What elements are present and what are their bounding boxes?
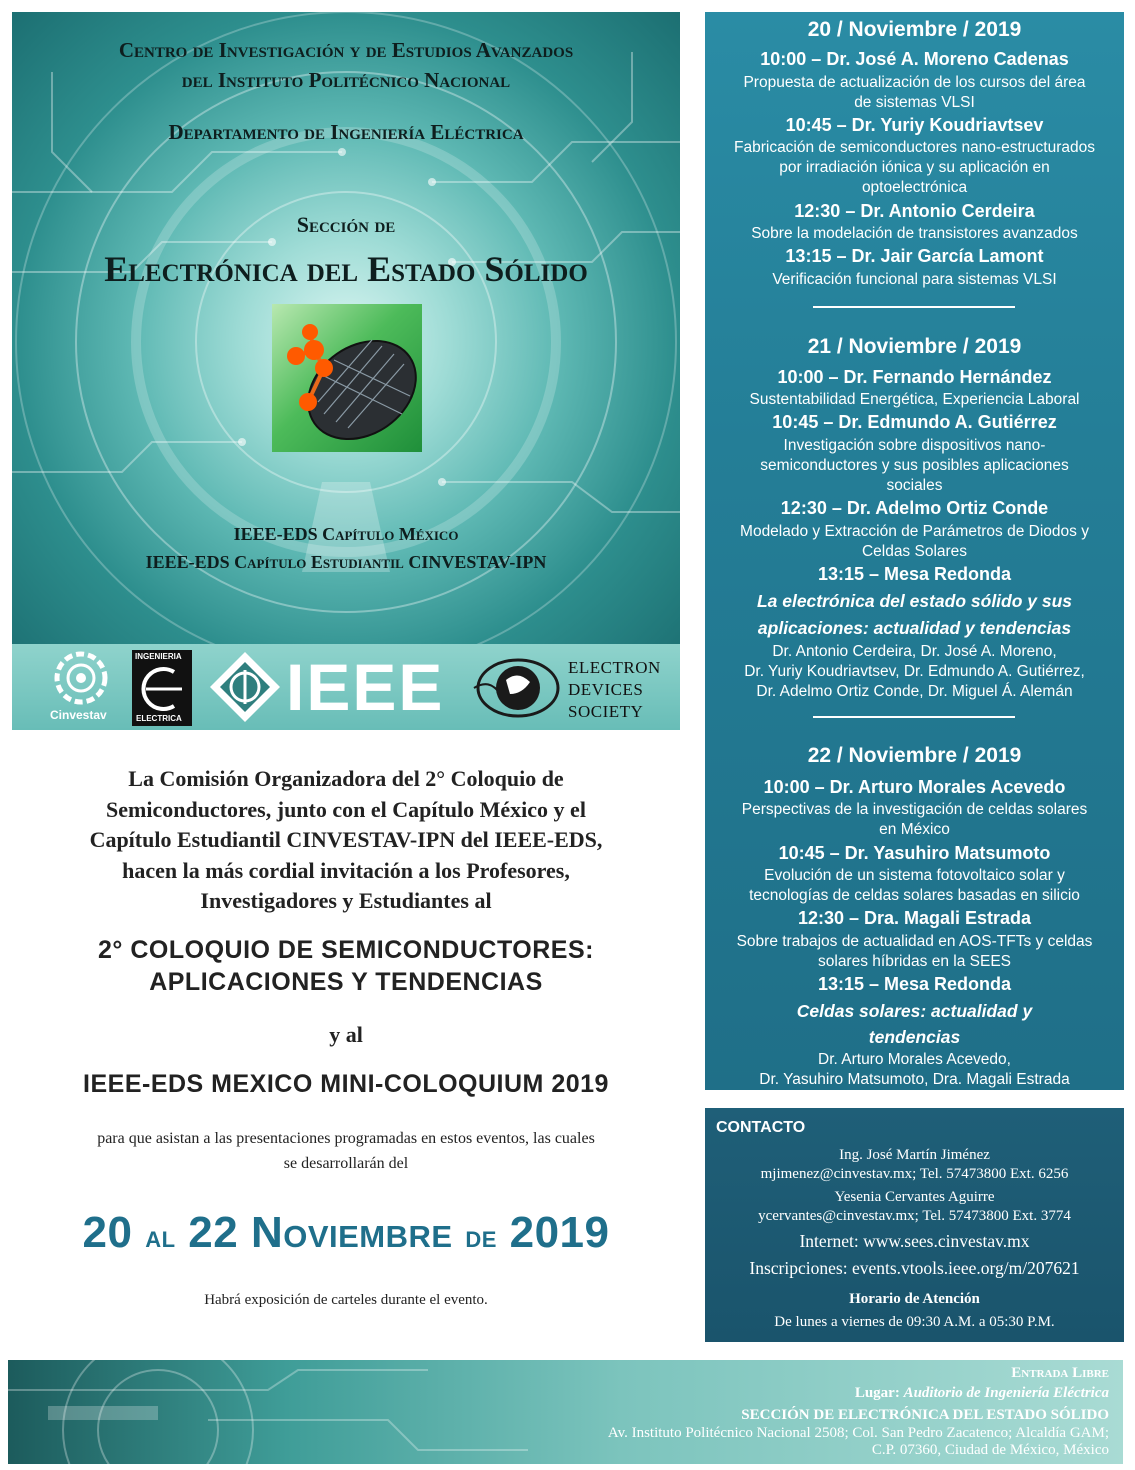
day2-roundtable-title1: La electrónica del estado sólido y sus — [756, 591, 1073, 611]
day3-talk1-desc2: en México — [879, 821, 950, 838]
section-name: Electrónica del Estado Sólido — [104, 249, 588, 289]
footer-entrada: Entrada Libre — [1011, 1365, 1109, 1381]
day3-talk1-desc1: Perspectivas de la investigación de celdas solares — [741, 801, 1088, 818]
divider — [813, 716, 1015, 718]
contact-internet: Internet: www.sees.cinvestav.mx — [799, 1231, 1030, 1251]
day2-talk2-desc1: Investigación sobre dispositivos nano- — [783, 437, 1046, 454]
day3-talk3-title: 12:30 – Dra. Magali Estrada — [797, 908, 1032, 928]
department-name: Departamento de Ingeniería Eléctrica — [168, 120, 524, 144]
day1-talk3-title: 12:30 – Dr. Antonio Cerdeira — [794, 201, 1035, 221]
date-end: 22 — [188, 1208, 239, 1257]
day3-talk2-desc1: Evolución de un sistema fotovoltaico solar y — [764, 867, 1065, 884]
paragraph-line1: para que asistan a las presentaciones programadas en estos eventos, las cuales — [97, 1130, 595, 1147]
day3-talk2-title: 10:45 – Dr. Yasuhiro Matsumoto — [778, 843, 1051, 863]
day2-talk1-title: 10:00 – Dr. Fernando Hernández — [777, 367, 1052, 387]
ieee-diamond-icon — [208, 650, 282, 724]
ingenieria-electrica-logo — [132, 650, 192, 726]
poster-note: Habrá exposición de carteles durante el evento. — [204, 1292, 488, 1308]
event-title-minicoloquium: IEEE-EDS MEXICO MINI-COLOQUIUM 2019 — [83, 1070, 609, 1098]
day3-talk4-title: 13:15 – Mesa Redonda — [817, 974, 1012, 994]
day3-talk3-desc2: solares híbridas en la SEES — [818, 953, 1011, 970]
contact-name1: Ing. José Martín Jiménez — [839, 1147, 990, 1163]
day2-talk3-title: 12:30 – Dr. Adelmo Ortiz Conde — [780, 498, 1049, 518]
day2-talk1-desc1: Sustentabilidad Energética, Experiencia Laboral — [749, 391, 1080, 408]
day3-date: 22 / Noviembre / 2019 — [807, 744, 1022, 767]
footer-address1: Av. Instituto Politécnico Nacional 2508; Col. San Pedro Zacatenco; Alcaldía GAM; — [607, 1425, 1109, 1441]
footer-lugar-label: Lugar: — [854, 1385, 900, 1401]
solar-wafer-logo — [272, 304, 422, 452]
day1-talk4-desc1: Verificación funcional para sistemas VLSI — [772, 271, 1057, 288]
contact-name2: Yesenia Cervantes Aguirre — [834, 1189, 995, 1205]
invitation-line2: Semiconductores, junto con el Capítulo México y el — [106, 796, 586, 822]
date-de: de — [465, 1218, 497, 1254]
day1-talk1-desc2: de sistemas VLSI — [854, 94, 975, 111]
footer-address2: C.P. 07360, Ciudad de México, México — [871, 1442, 1109, 1458]
day1-talk4-title: 13:15 – Dr. Jair García Lamont — [785, 246, 1044, 266]
footer-lugar — [855, 1384, 1109, 1402]
invitation-text — [12, 764, 680, 917]
institution-line1: Centro de Investigación y de Estudios Avanzados — [118, 38, 574, 62]
chapter-line2: IEEE-EDS Capítulo Estudiantil CINVESTAV-IPN — [145, 552, 547, 572]
contact-hours-title: Horario de Atención — [849, 1291, 980, 1307]
event-title-coloquio — [12, 934, 680, 998]
invitation-line1: La Comisión Organizadora del 2° Coloquio de — [128, 766, 564, 791]
eds-line1: ELECTRON — [568, 658, 661, 677]
cinvestav-label: Cinvestav — [50, 708, 107, 722]
program-panel — [705, 12, 1124, 1090]
day1-talk1-title: 10:00 – Dr. José A. Moreno Cadenas — [760, 49, 1069, 69]
date-month: Noviembre — [250, 1208, 453, 1257]
section-prefix: Sección de — [296, 212, 396, 237]
logos-strip — [12, 644, 680, 730]
invitation-line5: Investigadores y Estudiantes al — [200, 888, 492, 913]
ingenieria-bottom-label: ELECTRICA — [136, 714, 182, 723]
invitation-line3: Capítulo Estudiantil CINVESTAV-IPN del IEEE-EDS, — [89, 827, 603, 852]
contact-hours: De lunes a viernes de 09:30 A.M. a 05:30 P.M. — [774, 1314, 1055, 1330]
contact-panel — [705, 1108, 1124, 1342]
day2-talk3-desc2: Celdas Solares — [861, 543, 968, 560]
day3-panelists1: Dr. Arturo Morales Acevedo, — [818, 1051, 1011, 1068]
cinvestav-logo — [46, 650, 116, 724]
date-start: 20 — [82, 1208, 133, 1257]
footer-section: SECCIÓN DE ELECTRÓNICA DEL ESTADO SÓLIDO — [741, 1407, 1109, 1423]
date-al: al — [145, 1218, 176, 1254]
day2-talk2-title: 10:45 – Dr. Edmundo A. Gutiérrez — [772, 412, 1057, 432]
day1-talk2-desc2: por irradiación iónica y su aplicación en — [779, 159, 1050, 176]
eds-line2: DEVICES — [568, 680, 644, 699]
ingenieria-top-label: INGENIERIA — [135, 652, 182, 661]
day3-roundtable-title2: tendencias — [868, 1027, 961, 1047]
day2-roundtable-title2: aplicaciones: actualidad y tendencias — [757, 618, 1072, 638]
globe-icon — [470, 650, 560, 726]
contact-info1: mjimenez@cinvestav.mx; Tel. 57473800 Ext. 6256 — [760, 1166, 1069, 1182]
day1-talk3-desc1: Sobre la modelación de transistores avanzados — [751, 225, 1078, 242]
divider — [813, 306, 1015, 308]
footer-banner — [8, 1360, 1123, 1464]
hero-banner — [12, 12, 680, 644]
day1-talk2-title: 10:45 – Dr. Yuriy Koudriavtsev — [785, 115, 1044, 135]
day3-talk3-desc1: Sobre trabajos de actualidad en AOS-TFTs y celdas — [736, 933, 1093, 950]
day2-date: 21 / Noviembre / 2019 — [807, 335, 1022, 358]
date-year: 2019 — [509, 1208, 610, 1257]
event-title-line1: 2° COLOQUIO DE SEMICONDUCTORES: — [98, 936, 594, 964]
invitation-line4: hacen la más cordial invitación a los Profesores, — [122, 857, 570, 883]
event-title-line2: APLICACIONES Y TENDENCIAS — [149, 968, 543, 996]
institution-line2: del Instituto Politécnico Nacional — [181, 68, 511, 92]
contact-inscripciones: Inscripciones: events.vtools.ieee.org/m/207621 — [749, 1258, 1080, 1278]
ieee-wordmark: IEEE — [286, 650, 445, 724]
contact-title: CONTACTO — [716, 1119, 806, 1136]
day3-panelists2: Dr. Yasuhiro Matsumoto, Dra. Magali Estrada — [759, 1071, 1070, 1088]
day2-panelists2: Dr. Yuriy Koudriavtsev, Dr. Edmundo A. Gutiérrez, — [744, 663, 1085, 680]
connector-text: y al — [329, 1022, 363, 1047]
day1-talk1-desc1: Propuesta de actualización de los cursos del área — [743, 74, 1086, 91]
eds-logo — [470, 650, 670, 726]
paragraph-line2: se desarrollarán del — [283, 1155, 409, 1172]
chapter-line1: IEEE-EDS Capítulo México — [233, 524, 459, 544]
day2-talk3-desc1: Modelado y Extracción de Parámetros de Diodos y — [740, 523, 1089, 540]
day3-talk1-title: 10:00 – Dr. Arturo Morales Acevedo — [763, 777, 1066, 797]
day2-panelists3: Dr. Adelmo Ortiz Conde, Dr. Miguel Á. Alemán — [756, 683, 1073, 700]
day1-talk2-desc1: Fabricación de semiconductores nano-estructurados — [734, 139, 1095, 156]
day2-panelists1: Dr. Antonio Cerdeira, Dr. José A. Moreno, — [772, 643, 1057, 660]
contact-info2: ycervantes@cinvestav.mx; Tel. 57473800 Ext. 3774 — [758, 1208, 1071, 1224]
day2-talk2-desc2: semiconductores y sus posibles aplicaciones — [760, 457, 1069, 474]
event-dates — [12, 1208, 680, 1258]
eds-line3: SOCIETY — [568, 702, 644, 721]
day1-talk2-desc3: optoelectrónica — [861, 179, 968, 196]
footer-lugar-value: Auditorio de Ingeniería Eléctrica — [903, 1385, 1109, 1401]
day3-talk2-desc2: tecnologías de celdas solares basadas en silicio — [749, 887, 1080, 904]
attendance-paragraph — [12, 1126, 680, 1176]
day3-roundtable-title1: Celdas solares: actualidad y — [796, 1001, 1033, 1021]
day2-talk4-title: 13:15 – Mesa Redonda — [817, 564, 1012, 584]
cinvestav-emblem-icon — [46, 650, 116, 706]
day1-date: 20 / Noviembre / 2019 — [807, 18, 1022, 41]
day2-talk2-desc3: sociales — [886, 477, 943, 494]
